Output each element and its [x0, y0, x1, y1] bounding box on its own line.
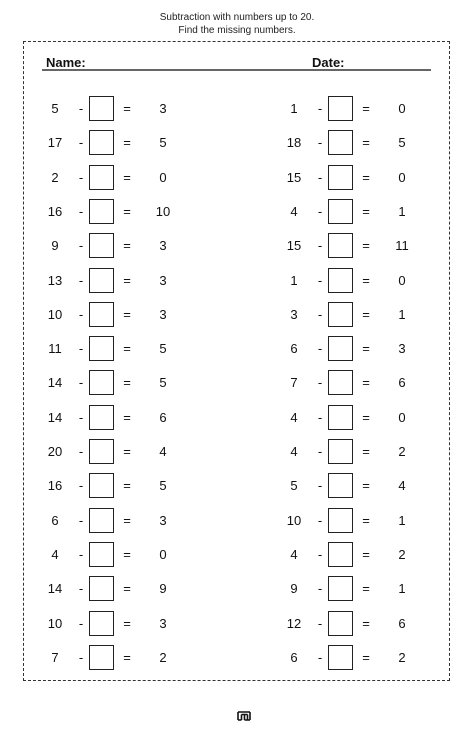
problem-row: [38, 302, 238, 327]
minuend: 17: [47, 135, 63, 151]
problem-row: [38, 370, 238, 395]
answer-box[interactable]: [89, 165, 114, 190]
minus-sign: -: [78, 101, 84, 116]
answer-box[interactable]: [328, 165, 353, 190]
answer-box[interactable]: [89, 336, 114, 361]
difference: 10: [155, 203, 171, 219]
answer-box[interactable]: [328, 439, 353, 464]
difference: 3: [159, 238, 167, 254]
difference: 1: [398, 581, 406, 597]
equals-sign: =: [362, 135, 370, 151]
minuend: 14: [47, 409, 63, 425]
minus-sign: -: [317, 169, 323, 185]
equals-sign: =: [362, 306, 370, 322]
difference: 6: [398, 375, 406, 391]
minus-sign: -: [78, 272, 84, 288]
problem-row: [38, 508, 238, 533]
minuend: 16: [47, 203, 63, 219]
problem-row: [277, 268, 474, 293]
minuend: 13: [47, 272, 63, 288]
equals-sign: =: [362, 649, 370, 665]
answer-box[interactable]: [89, 302, 114, 327]
difference: 9: [159, 581, 167, 597]
minuend: 6: [290, 341, 298, 357]
answer-box[interactable]: [89, 405, 114, 430]
minus-sign: -: [78, 546, 84, 562]
problem-row: [38, 645, 238, 670]
minuend: 1: [290, 272, 298, 288]
problem-row: [38, 542, 238, 567]
answer-box[interactable]: [328, 542, 353, 567]
minus-sign: -: [317, 341, 323, 357]
difference: 4: [159, 444, 167, 459]
problem-row: [277, 199, 474, 224]
answer-box[interactable]: [89, 130, 114, 155]
equals-sign: =: [362, 546, 370, 562]
minuend: 11: [48, 341, 62, 357]
problem-row: [277, 611, 474, 636]
date-label: Date:: [312, 55, 345, 70]
equals-sign: =: [123, 615, 131, 631]
equals-sign: =: [362, 444, 370, 459]
answer-box[interactable]: [89, 611, 114, 636]
instructions-line-1: Subtraction with numbers up to 20.: [159, 12, 315, 23]
difference: 0: [398, 169, 406, 185]
problem-row: [277, 336, 474, 361]
minuend: 6: [290, 649, 298, 665]
equals-sign: =: [123, 512, 131, 528]
difference: 0: [398, 101, 406, 116]
equals-sign: =: [362, 512, 370, 528]
equals-sign: =: [123, 649, 131, 665]
equals-sign: =: [362, 341, 370, 357]
difference: 5: [159, 135, 167, 151]
instructions-line-2: Find the missing numbers.: [178, 25, 296, 36]
minuend: 10: [286, 512, 302, 528]
answer-box[interactable]: [328, 405, 353, 430]
problem-row: [277, 576, 474, 601]
answer-box[interactable]: [89, 576, 114, 601]
equals-sign: =: [362, 238, 370, 254]
minuend: 15: [286, 169, 302, 185]
equals-sign: =: [362, 375, 370, 391]
difference: 0: [398, 409, 406, 425]
problem-row: [277, 130, 474, 155]
minuend: 4: [290, 546, 298, 562]
difference: 5: [159, 341, 167, 357]
answer-box[interactable]: [89, 473, 114, 498]
equals-sign: =: [123, 409, 131, 425]
minus-sign: -: [78, 169, 84, 185]
problem-row: [277, 233, 474, 258]
answer-box[interactable]: [89, 199, 114, 224]
difference: 0: [159, 546, 167, 562]
answer-box[interactable]: [328, 96, 353, 121]
difference: 3: [159, 101, 167, 116]
difference: 2: [159, 649, 167, 665]
answer-box[interactable]: [89, 542, 114, 567]
minuend: 14: [47, 375, 63, 391]
equals-sign: =: [123, 135, 131, 151]
equals-sign: =: [362, 203, 370, 219]
minus-sign: -: [317, 478, 323, 494]
minuend: 2: [51, 169, 59, 185]
problem-row: [38, 233, 238, 258]
problem-row: [38, 268, 238, 293]
minus-sign: -: [317, 615, 323, 631]
equals-sign: =: [362, 581, 370, 597]
difference: 4: [398, 478, 406, 494]
problem-row: [38, 405, 238, 430]
problem-row: [38, 576, 238, 601]
problem-row: [277, 542, 474, 567]
equals-sign: =: [123, 101, 131, 116]
difference: 5: [398, 135, 406, 151]
answer-box[interactable]: [328, 302, 353, 327]
answer-box[interactable]: [328, 611, 353, 636]
answer-box[interactable]: [328, 268, 353, 293]
minuend: 9: [290, 581, 298, 597]
minus-sign: -: [78, 306, 84, 322]
name-label: Name:: [46, 55, 86, 70]
problem-row: [277, 165, 474, 190]
difference: 1: [398, 203, 406, 219]
problem-row: [277, 302, 474, 327]
answer-box[interactable]: [89, 508, 114, 533]
instructions: [0, 11, 474, 37]
minuend: 20: [47, 444, 63, 459]
equals-sign: =: [362, 272, 370, 288]
minuend: 6: [51, 512, 59, 528]
minus-sign: -: [317, 649, 323, 665]
minus-sign: -: [78, 341, 84, 357]
minuend: 7: [290, 375, 298, 391]
minuend: 10: [47, 306, 63, 322]
problem-row: [38, 96, 238, 121]
minus-sign: -: [317, 101, 323, 116]
equals-sign: =: [362, 478, 370, 494]
minus-sign: -: [78, 649, 84, 665]
equals-sign: =: [362, 101, 370, 116]
answer-box[interactable]: [328, 645, 353, 670]
answer-box[interactable]: [89, 370, 114, 395]
difference: 6: [159, 409, 167, 425]
problem-row: [38, 165, 238, 190]
difference: 11: [395, 238, 409, 254]
equals-sign: =: [123, 581, 131, 597]
minuend: 16: [47, 478, 63, 494]
equals-sign: =: [123, 444, 131, 459]
problem-row: [277, 370, 474, 395]
answer-box[interactable]: [89, 233, 114, 258]
minuend: 4: [290, 409, 298, 425]
difference: 0: [398, 272, 406, 288]
minus-sign: -: [317, 272, 323, 288]
minus-sign: -: [317, 238, 323, 254]
difference: 5: [159, 478, 167, 494]
minus-sign: -: [317, 375, 323, 391]
problem-row: [38, 336, 238, 361]
equals-sign: =: [123, 272, 131, 288]
problem-row: [277, 96, 474, 121]
difference: 3: [159, 272, 167, 288]
minuend: 18: [286, 135, 302, 151]
minuend: 4: [290, 444, 298, 459]
equals-sign: =: [123, 478, 131, 494]
minuend: 15: [286, 238, 302, 254]
minuend: 14: [47, 581, 63, 597]
difference: 2: [398, 444, 406, 459]
answer-box[interactable]: [89, 645, 114, 670]
minuend: 1: [290, 101, 298, 116]
minuend: 12: [286, 615, 302, 631]
answer-box[interactable]: [89, 96, 114, 121]
problem-row: [277, 405, 474, 430]
difference: 3: [398, 341, 406, 357]
problem-row: [277, 508, 474, 533]
answer-box[interactable]: [328, 576, 353, 601]
problem-row: [38, 473, 238, 498]
equals-sign: =: [123, 375, 131, 391]
minus-sign: -: [78, 238, 84, 254]
minuend: 10: [47, 615, 63, 631]
minus-sign: -: [317, 581, 323, 597]
minus-sign: -: [78, 409, 84, 425]
minus-sign: -: [317, 546, 323, 562]
minus-sign: -: [78, 581, 84, 597]
equals-sign: =: [123, 306, 131, 322]
equals-sign: =: [362, 409, 370, 425]
difference: 3: [159, 512, 167, 528]
minus-sign: -: [317, 444, 323, 459]
problem-row: [38, 199, 238, 224]
answer-box[interactable]: [328, 508, 353, 533]
difference: 1: [398, 512, 406, 528]
minuend: 3: [290, 306, 298, 322]
minus-sign: -: [317, 203, 323, 219]
equals-sign: =: [362, 169, 370, 185]
minus-sign: -: [317, 135, 323, 151]
minus-sign: -: [317, 512, 323, 528]
minus-sign: -: [78, 615, 84, 631]
difference: 0: [159, 169, 167, 185]
answer-box[interactable]: [89, 268, 114, 293]
minus-sign: -: [317, 306, 323, 322]
brand-logo-icon: [237, 711, 251, 721]
minuend: 5: [51, 101, 59, 116]
equals-sign: =: [362, 615, 370, 631]
problem-row: [38, 439, 238, 464]
answer-box[interactable]: [328, 233, 353, 258]
minuend: 9: [51, 238, 59, 254]
minus-sign: -: [78, 478, 84, 494]
problem-row: [277, 645, 474, 670]
minus-sign: -: [78, 512, 84, 528]
answer-box[interactable]: [89, 439, 114, 464]
answer-box[interactable]: [328, 199, 353, 224]
equals-sign: =: [123, 238, 131, 254]
equals-sign: =: [123, 341, 131, 357]
difference: 3: [159, 306, 167, 322]
answer-box[interactable]: [328, 130, 353, 155]
problem-row: [277, 439, 474, 464]
minuend: 5: [290, 478, 298, 494]
minuend: 7: [51, 649, 59, 665]
name-date-line[interactable]: [42, 69, 431, 71]
difference: 5: [159, 375, 167, 391]
answer-box[interactable]: [328, 473, 353, 498]
equals-sign: =: [123, 203, 131, 219]
problem-row: [277, 473, 474, 498]
equals-sign: =: [123, 169, 131, 185]
problem-row: [38, 611, 238, 636]
difference: 2: [398, 546, 406, 562]
difference: 6: [398, 615, 406, 631]
problem-row: [38, 130, 238, 155]
difference: 2: [398, 649, 406, 665]
minus-sign: -: [317, 409, 323, 425]
minus-sign: -: [78, 444, 84, 459]
answer-box[interactable]: [328, 336, 353, 361]
minuend: 4: [51, 546, 59, 562]
minus-sign: -: [78, 375, 84, 391]
equals-sign: =: [123, 546, 131, 562]
difference: 3: [159, 615, 167, 631]
minuend: 4: [290, 203, 298, 219]
answer-box[interactable]: [328, 370, 353, 395]
minus-sign: -: [78, 135, 84, 151]
minus-sign: -: [78, 203, 84, 219]
difference: 1: [398, 306, 406, 322]
